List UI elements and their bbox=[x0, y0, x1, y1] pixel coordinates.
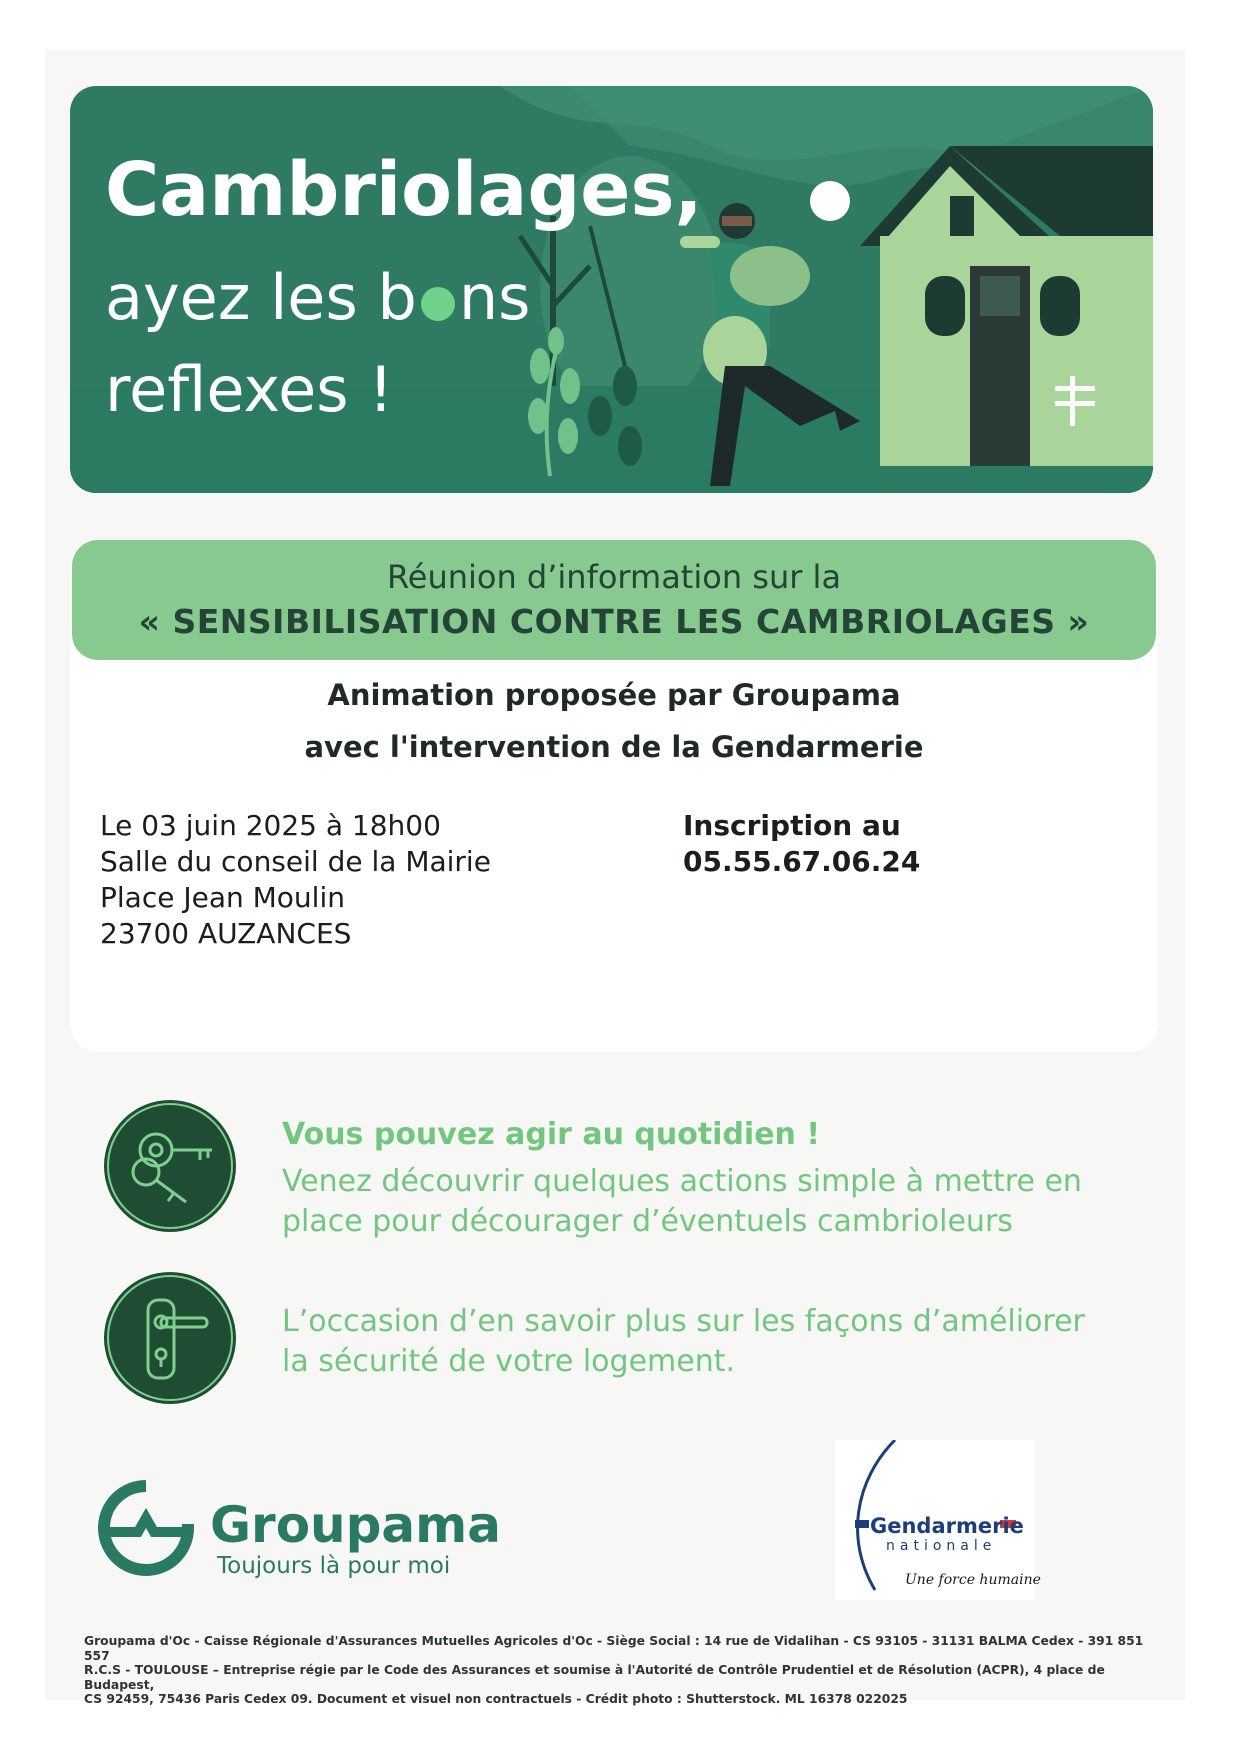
groupama-tagline: Toujours là pour moi bbox=[217, 1553, 451, 1579]
house-icon bbox=[860, 146, 1153, 466]
animation-line1: Animation proposée par Groupama bbox=[327, 678, 901, 712]
event-place: Salle du conseil de la Mairie bbox=[100, 845, 491, 878]
footer-line1: Groupama d'Oc - Caisse Régionale d'Assurances Mutuelles Agricoles d'Oc - Siège Social : 14 rue de Vidalihan - CS 93105 - 31131 BALMA Cedex - 391 851 557 bbox=[84, 1634, 1144, 1663]
event-street: Place Jean Moulin bbox=[100, 881, 345, 914]
meeting-banner bbox=[72, 540, 1156, 660]
tip2-line2: la sécurité de votre logement. bbox=[282, 1344, 736, 1379]
banner-line1: Réunion d’information sur la bbox=[386, 558, 842, 596]
banner-line2: « SENSIBILISATION CONTRE LES CAMBRIOLAGES » bbox=[138, 602, 1090, 641]
gendarmerie-motto: Une force humaine bbox=[905, 1572, 1041, 1588]
tip2-line1: L’occasion d’en savoir plus sur les façons d’améliorer bbox=[282, 1304, 1085, 1339]
event-details bbox=[100, 808, 491, 952]
gendarmerie-name: Gendarmerie bbox=[870, 1514, 1024, 1538]
groupama-name: Groupama bbox=[210, 1496, 502, 1554]
keys-icon bbox=[104, 1100, 236, 1232]
registration bbox=[683, 808, 920, 880]
animation-line2: avec l'intervention de la Gendarmerie bbox=[304, 730, 924, 764]
hero-subtitle-part-b: ns reflexes ! bbox=[105, 261, 531, 426]
event-city: 23700 AUZANCES bbox=[100, 917, 352, 950]
footer-line2: R.C.S - TOULOUSE – Entreprise régie par le Code des Assurances et soumise à l'Autorité de Contrôle Prudentiel et de Résolution (ACPR), 4 place de Budapest, bbox=[84, 1663, 1105, 1692]
registration-label: Inscription au bbox=[683, 809, 901, 842]
tips-heading: Vous pouvez agir au quotidien ! bbox=[282, 1117, 821, 1152]
letter-o-dot-icon bbox=[421, 287, 455, 321]
registration-phone[interactable]: 05.55.67.06.24 bbox=[683, 845, 921, 878]
door-handle-icon bbox=[104, 1272, 236, 1404]
moon-icon bbox=[810, 181, 850, 221]
tip1-line2: place pour décourager d’éventuels cambrioleurs bbox=[282, 1204, 1013, 1239]
groupama-logo-icon bbox=[98, 1480, 198, 1580]
gendarmerie-nationale: nationale bbox=[886, 1538, 997, 1554]
event-date: Le 03 juin 2025 à 18h00 bbox=[100, 809, 441, 842]
hero-subtitle bbox=[105, 252, 530, 436]
tip1-line1: Venez découvrir quelques actions simple à mettre en bbox=[282, 1164, 1082, 1199]
legal-footer bbox=[84, 1634, 1164, 1707]
footer-line3: CS 92459, 75436 Paris Cedex 09. Document et visuel non contractuels - Crédit photo : Shutterstock. ML 16378 022025 bbox=[84, 1692, 908, 1706]
hero-subtitle-part-a: ayez les b bbox=[105, 261, 417, 334]
hero-title: Cambriolages, bbox=[105, 147, 703, 233]
